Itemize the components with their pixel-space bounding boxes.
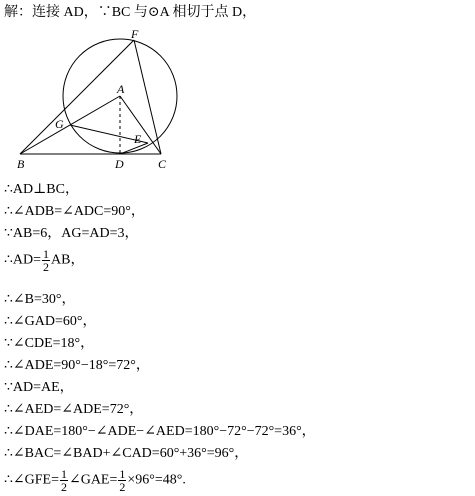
label-c: C bbox=[158, 157, 167, 171]
step-10: ∴∠AED=∠ADE=72°， bbox=[4, 402, 144, 417]
step-4 bbox=[4, 248, 84, 273]
step-13-pre: ∴∠GFE= bbox=[4, 472, 59, 488]
step-13-post: ×96°=48°. bbox=[127, 472, 186, 488]
step-13-mid: ∠GAE= bbox=[68, 472, 118, 488]
label-a: A bbox=[117, 82, 125, 96]
step-5: ∴∠B=30°， bbox=[4, 292, 76, 307]
geometry-figure bbox=[0, 20, 200, 180]
step-7: ∵∠CDE=18°， bbox=[4, 336, 95, 351]
step-13 bbox=[4, 468, 186, 493]
step-8: ∴∠ADE=90°−18°=72°， bbox=[4, 358, 150, 373]
solution-intro: 解：连接 AD，∵BC 与⊙A 相切于点 D， bbox=[4, 5, 257, 20]
step-2: ∴∠ADB=∠ADC=90°， bbox=[4, 204, 145, 219]
label-d: D bbox=[115, 157, 124, 171]
step-12: ∴∠BAC=∠BAD+∠CAD=60°+36°=96°， bbox=[4, 446, 249, 461]
step-11: ∴∠DAE=180°−∠ADE−∠AED=180°−72°−72°=36°， bbox=[4, 424, 316, 439]
step-4-post: AB， bbox=[51, 252, 85, 268]
label-b: B bbox=[17, 157, 25, 171]
step-9: ∵AD=AE， bbox=[4, 380, 74, 395]
fraction-one-half: $\frac{1}{2}$ bbox=[60, 467, 67, 494]
step-3: ∵AB=6，AG=AD=3， bbox=[4, 226, 139, 241]
segment-bf bbox=[20, 40, 134, 154]
step-1: ∴AD⊥BC， bbox=[4, 182, 79, 197]
label-g: G bbox=[55, 117, 64, 131]
step-6: ∴∠GAD=60°， bbox=[4, 314, 97, 329]
fraction-one-half-2: $\frac{1}{2}$ bbox=[119, 467, 126, 494]
label-f: F bbox=[131, 27, 139, 41]
step-4-pre: ∴AD= bbox=[4, 252, 42, 268]
label-e: E bbox=[134, 132, 142, 146]
fraction-one-half: $\frac{1}{2}$ bbox=[43, 247, 50, 274]
